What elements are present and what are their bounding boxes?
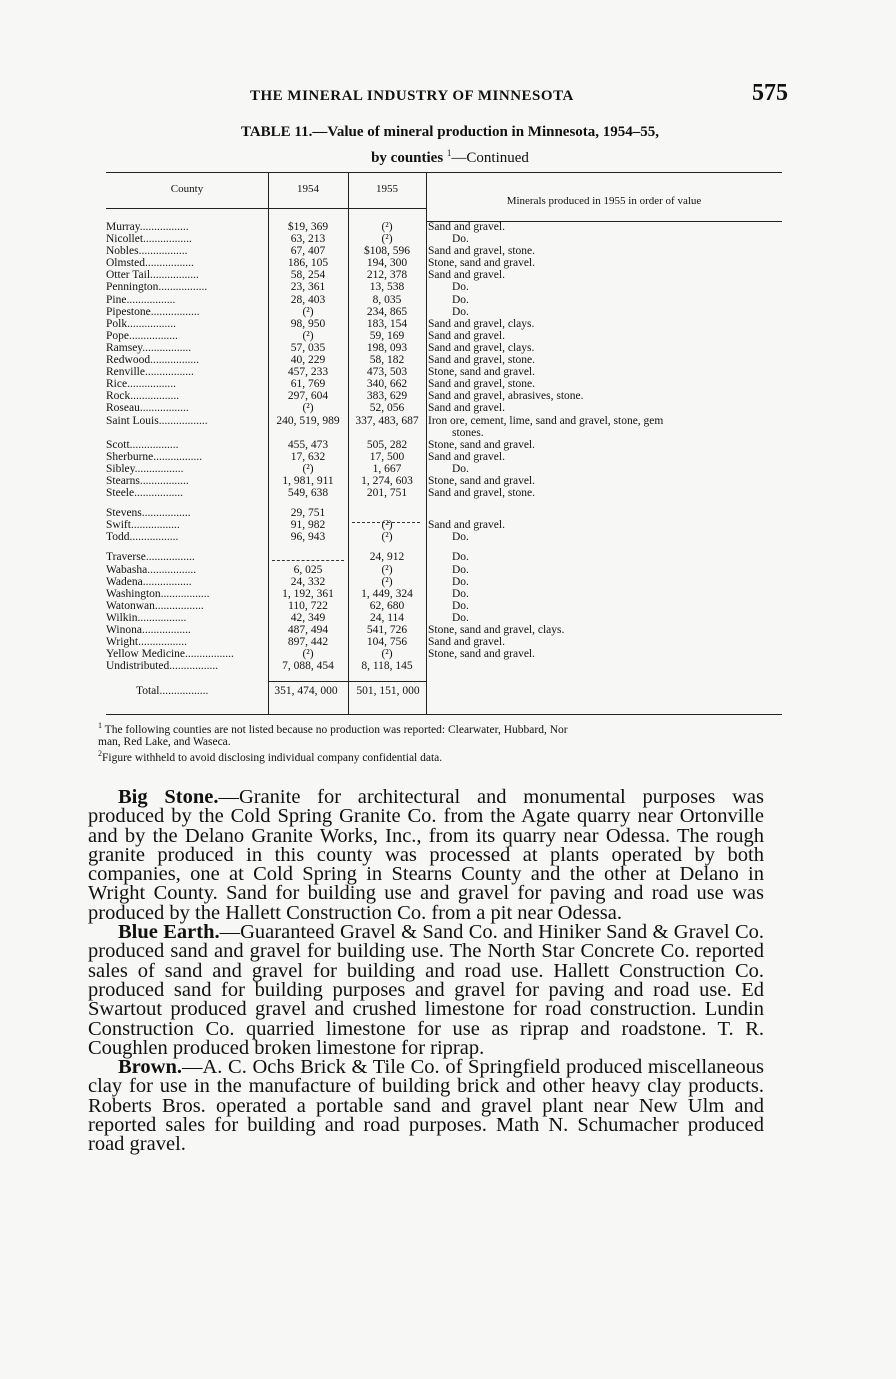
table-caption [150,122,750,169]
cell-1955: (²) [381,563,393,576]
body-text [88,788,764,1155]
table-row [106,330,782,342]
cell-minerals: Sand and gravel. [428,221,505,233]
cell-1954: 29, 751 [290,507,326,520]
cell-1954: 1, 981, 911 [282,474,334,487]
cell-1954: 58, 254 [290,269,326,282]
cell-minerals: Do. [452,587,469,600]
table-title-line1: —Value of mineral production in Minnesota, 1954–55, [312,124,660,140]
cell-1954: 186, 105 [287,257,329,270]
cell-minerals: Do. [452,531,469,544]
table-row [106,588,782,600]
cell-1955: 198, 093 [366,341,408,354]
cell-county: Nobles................. [106,245,188,258]
cell-county: Washington................. [106,587,210,600]
total-1955: 501, 151, 000 [356,685,420,697]
cell-county: Yellow Medicine................. [106,648,234,661]
cell-county: Murray................. [106,221,189,233]
table-row [106,475,782,487]
cell-1955: 194, 300 [366,257,408,270]
cell-county: Wright................. [106,636,187,649]
cell-1955: 8, 035 [372,293,402,306]
paragraph-lead: Blue Earth. [118,921,220,944]
footnote-1: $^1$ The following counties are not listed because no production was reported: Clearwater, Hubbard, Nor [98,721,568,736]
mineral-production-table [106,172,782,715]
header-minerals: Minerals produced in 1955 in order of value [506,195,702,207]
cell-county: Saint Louis................. [106,414,208,427]
cell-county: Pennington................. [106,281,208,294]
table-row [106,366,782,378]
cell-minerals: Stone, sand and gravel, clays. [428,624,565,636]
cell-1955: (²) [381,221,393,233]
table-row [106,551,782,563]
total-row [106,685,782,699]
table-row [106,648,782,660]
cell-1954: 897, 442 [287,636,329,649]
table-row [106,636,782,648]
cell-county: Wadena................. [106,575,192,588]
cell-1954: (²) [302,462,314,475]
cell-minerals: Sand and gravel, abrasives, stone. [428,390,584,403]
cell-minerals: Sand and gravel, clays. [428,341,535,354]
cell-minerals: Do. [452,305,469,318]
table-row [106,487,782,499]
footnote-1-cont: man, Red Lake, and Waseca. [98,735,231,748]
cell-1955: 183, 154 [366,317,408,330]
cell-1954: 91, 982 [290,519,326,532]
cell-minerals: Sand and gravel. [428,329,505,342]
table-body [106,221,782,672]
cell-1955: (²) [381,233,393,246]
cell-county: Renville................. [106,366,194,379]
cell-1954: 487, 494 [287,624,329,636]
body-paragraph [88,788,764,923]
cell-1955: (²) [381,519,393,532]
table-row [106,342,782,354]
cell-1954: 61, 769 [290,378,326,391]
table-title-line2: by counties [371,150,444,166]
cell-county: Winona................. [106,624,191,636]
table-row [106,221,782,233]
header-rule [106,208,268,209]
cell-1955: 17, 500 [369,450,405,463]
cell-minerals: Do. [452,462,469,475]
body-paragraph [88,1058,764,1154]
cell-minerals: Sand and gravel, stone. [428,245,535,258]
cell-1955: 1, 274, 603 [361,474,413,487]
cell-1955: 58, 182 [369,354,405,367]
cell-1955: 541, 726 [366,624,408,636]
table-row [106,451,782,463]
cell-1955: 104, 756 [366,636,408,649]
total-1954: 351, 474, 000 [274,685,338,697]
cell-minerals: Do. [452,611,469,624]
paragraph-lead: Big Stone. [118,786,219,808]
cell-1954: 96, 943 [290,531,326,544]
cell-minerals: Do. [452,575,469,588]
cell-1955: 340, 662 [366,378,408,391]
total-label: Total................. [136,685,209,697]
cell-minerals: Sand and gravel, clays. [428,317,535,330]
cell-county: Undistributed................. [106,660,219,673]
table-row [106,269,782,281]
table-row [106,415,782,427]
header-county: County [170,183,204,195]
dashed-rule [352,522,420,523]
cell-1954: 17, 632 [290,450,326,463]
cell-county: Wabasha................. [106,563,197,576]
cell-1954: 6, 025 [293,563,323,576]
cell-county: Sibley................. [106,462,184,475]
cell-county: Pipestone................. [106,305,200,318]
cell-1955: 505, 282 [366,438,408,451]
cell-1955: 13, 538 [369,281,405,294]
cell-county: Nicollet................. [106,233,192,246]
cell-minerals: Sand and gravel. [428,269,505,282]
cell-1955: 59, 169 [369,329,405,342]
cell-1954: 240, 519, 989 [276,414,340,427]
cell-minerals: Sand and gravel, stone. [428,487,535,500]
cell-county: Rock................. [106,390,180,403]
cell-1954: 42, 349 [290,611,326,624]
paragraph-lead: Brown. [118,1056,182,1079]
cell-county: Steele................. [106,487,183,500]
cell-county: Swift................. [106,519,180,532]
cell-county: Wilkin................. [106,611,187,624]
cell-1955: (²) [381,648,393,661]
row-gap [106,543,782,551]
cell-1954: (²) [302,402,314,415]
cell-1955: 1, 667 [372,462,402,475]
cell-1954: 297, 604 [287,390,329,403]
paragraph-text: —A. C. Ochs Brick & Tile Co. of Springfield produced miscellaneous clay for use in the manufacture of building brick and other heavy clay products. Roberts Bros. operated a portable sand and gravel plant near New Ulm and reported sales for building and road purposes. Math N. Schumacher produced road gravel. [88,1056,764,1156]
cell-1954: 63, 213 [290,233,326,246]
cell-county: Sherburne................. [106,450,203,463]
cell-1954: 98, 950 [290,317,326,330]
page-number: 575 [752,80,788,106]
cell-county: Stearns................. [106,474,189,487]
cell-minerals: Sand and gravel, stone. [428,354,535,367]
table-row [106,427,782,439]
cell-1954: 7, 088, 454 [282,660,334,673]
cell-county: Watonwan................. [106,599,204,612]
table-row [106,531,782,543]
cell-minerals: Stone, sand and gravel. [428,474,535,487]
cell-1954: 40, 229 [290,354,326,367]
cell-1955: 383, 629 [366,390,408,403]
table-row [106,294,782,306]
cell-minerals: Do. [452,233,469,246]
cell-county: Rice................. [106,378,176,391]
paragraph-text: —Granite for architectural and monumental purposes was produced by the Cold Spring Granite Co. from the Agate quarry near Ortonville and by the Delano Granite Works, Inc., from its quarry near Odessa. The rough granite produced in this county was processed at plants operated by both companies, one at Cold Spring in Stearns County and the other at Delano in Wright County. Sand for building use and gravel for paving and road use was produced by the Hallett Construction Co. from a pit near Odessa. [88,786,764,924]
footnote-ref: 1 [446,148,452,158]
cell-1955: (²) [381,531,393,544]
table-row [106,402,782,414]
cell-minerals: Stone, sand and gravel. [428,648,535,661]
total-rule [268,681,426,682]
running-head: THE MINERAL INDUSTRY OF MINNESOTA [250,88,574,104]
cell-minerals: Stone, sand and gravel. [428,257,535,270]
cell-1955: (²) [381,575,393,588]
cell-minerals: Do. [452,563,469,576]
table-label: TABLE 11. [240,124,313,140]
header-rule [268,208,426,209]
table-row [106,257,782,269]
cell-1955: 24, 114 [369,611,405,624]
cell-1955: 1, 449, 324 [361,587,413,600]
cell-minerals: Stone, sand and gravel. [428,438,535,451]
table-row [106,245,782,257]
cell-minerals: Stone, sand and gravel. [428,366,535,379]
footnote-2: $^2$Figure withheld to avoid disclosing individual company confidential data. [98,748,443,764]
cell-1955: 212, 378 [366,269,408,282]
cell-minerals: Do. [452,599,469,612]
cell-1954: 67, 407 [290,245,326,258]
cell-1954: 455, 473 [287,438,329,451]
table-row [106,564,782,576]
cell-1955: 337, 483, 687 [355,414,419,427]
table-row [106,306,782,318]
cell-1954: 23, 361 [290,281,326,294]
row-gap [106,499,782,507]
table-row [106,600,782,612]
table-row [106,439,782,451]
cell-1955: 473, 503 [366,366,408,379]
cell-1955: 62, 680 [369,599,405,612]
table-row [106,576,782,588]
header-1955: 1955 [376,183,398,195]
table-row [106,612,782,624]
header-1954: 1954 [297,183,319,195]
table-row [106,507,782,519]
cell-minerals: Sand and gravel. [428,636,505,649]
cell-1955: 201, 751 [366,487,408,500]
body-paragraph [88,923,764,1058]
cell-county: Stevens................. [106,507,191,520]
table-title-tail: —Continued [451,150,529,166]
cell-1954: 110, 722 [288,599,328,612]
cell-1954: 1, 192, 361 [282,587,334,600]
cell-1954: 28, 403 [290,293,326,306]
cell-minerals: stones. [452,426,484,439]
cell-1954: (²) [302,305,314,318]
cell-1955: 8, 118, 145 [361,660,413,673]
cell-1954: $19, 369 [287,221,329,233]
cell-county: Olmsted................. [106,257,194,270]
table-row [106,233,782,245]
cell-county: Pine................. [106,293,176,306]
cell-county: Polk................. [106,317,176,330]
table-row [106,354,782,366]
cell-minerals: Sand and gravel. [428,402,505,415]
cell-minerals: Do. [452,293,469,306]
table-row [106,378,782,390]
cell-1955: 234, 865 [366,305,408,318]
cell-county: Ramsey................. [106,341,192,354]
cell-county: Scott................. [106,438,179,451]
cell-minerals: Do. [452,281,469,294]
cell-minerals: Sand and gravel. [428,450,505,463]
table-row [106,281,782,293]
cell-minerals: Sand and gravel. [428,519,505,532]
cell-1954: 549, 638 [287,487,329,500]
footnotes [98,720,778,764]
cell-minerals: Sand and gravel, stone. [428,378,535,391]
dashed-rule [272,560,344,561]
cell-minerals: Iron ore, cement, lime, sand and gravel, stone, gem [428,414,664,427]
cell-1955: $108, 596 [364,245,410,258]
cell-county: Otter Tail................. [106,269,199,282]
cell-county: Redwood................. [106,354,199,367]
cell-county: Traverse................. [106,551,195,564]
cell-1954: (²) [302,329,314,342]
cell-1955: 52, 056 [369,402,405,415]
cell-1955: 24, 912 [369,551,405,564]
paragraph-text: —Guaranteed Gravel & Sand Co. and Hiniker Sand & Gravel Co. produced sand and gravel for building use. The North Star Concrete Co. reported sales of sand and gravel for building and road use. Hallett Construction Co. produced sand for building purposes and gravel for paving and road use. Ed Swartout produced gravel and crushed limestone for road construction. Lundin Construction Co. quarried limestone for use as riprap and roadstone. T. R. Coughlen produced broken limestone for riprap. [88,921,764,1059]
cell-minerals: Do. [452,551,469,564]
table-row [106,390,782,402]
table-row [106,660,782,672]
table-row [106,519,782,531]
cell-county: Todd................. [106,531,179,544]
cell-1954: 57, 035 [290,341,326,354]
cell-1954: (²) [302,648,314,661]
cell-county: Roseau................. [106,402,189,415]
table-row [106,318,782,330]
cell-1954: 457, 233 [287,366,329,379]
table-row [106,463,782,475]
table-row [106,624,782,636]
cell-1954: 24, 332 [290,575,326,588]
cell-county: Pope................. [106,329,178,342]
